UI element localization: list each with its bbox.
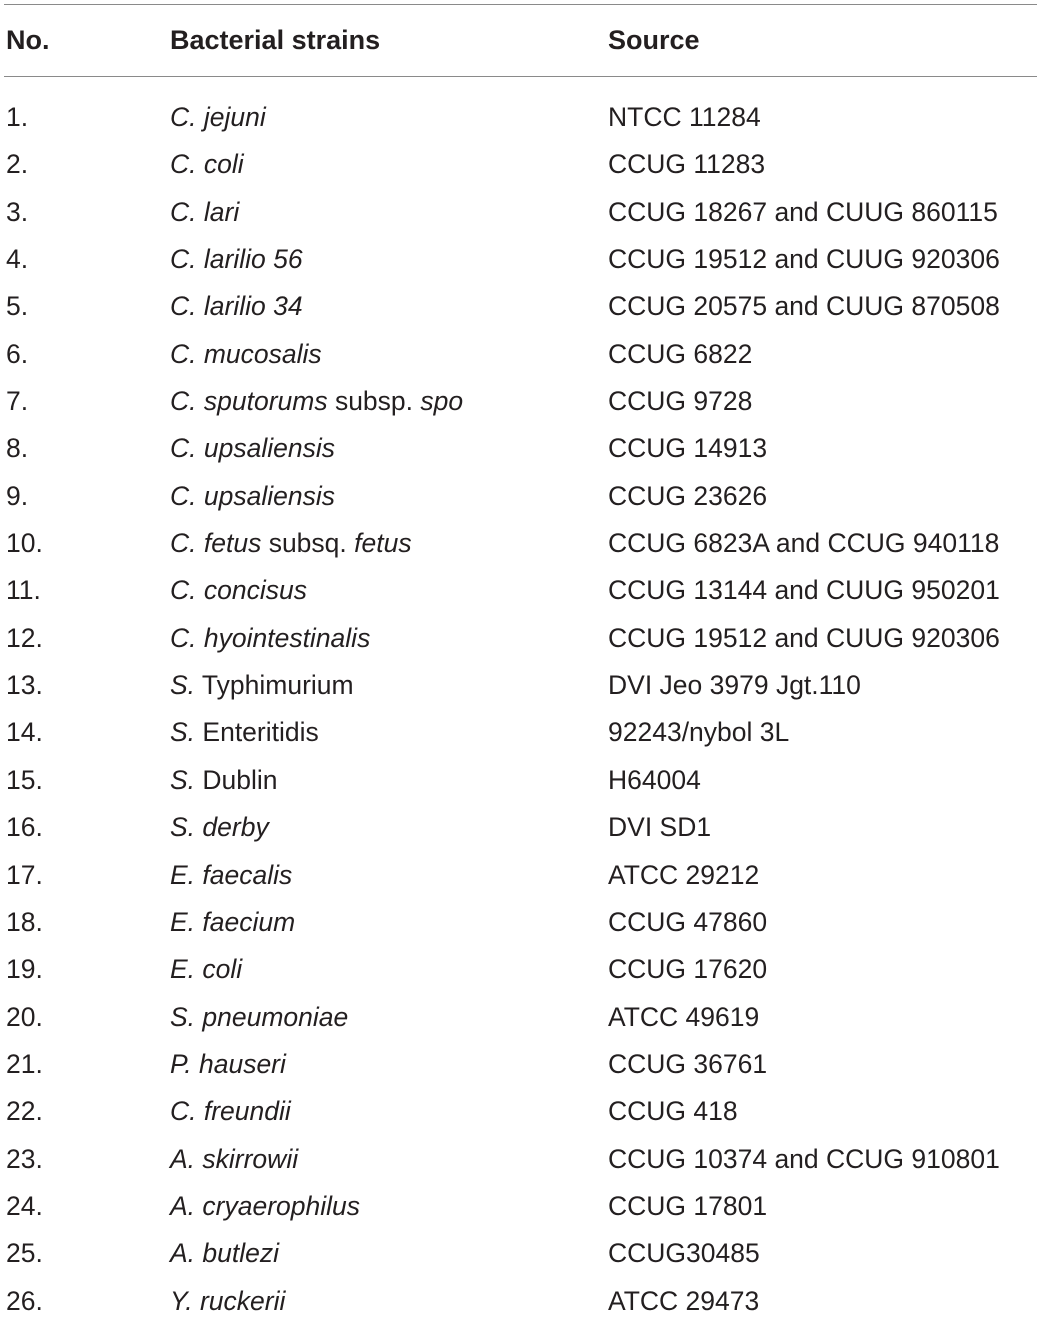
row-source: CCUG 6822 [608, 338, 753, 369]
row-number: 18. [6, 906, 43, 937]
row-source: DVI Jeo 3979 Jgt.110 [608, 670, 861, 701]
header-source: Source [608, 25, 700, 55]
row-number: 12. [6, 622, 43, 653]
strain-name-italic: C. larilio 56 [170, 244, 303, 275]
row-number: 11. [6, 575, 41, 606]
row-strain [170, 149, 244, 180]
row-number: 13. [6, 670, 43, 701]
row-strain [170, 1286, 285, 1317]
row-number: 5. [6, 291, 29, 322]
table-row [4, 988, 1037, 1035]
table-body [4, 77, 1037, 1319]
row-number: 9. [6, 480, 29, 511]
table-row [4, 561, 1037, 608]
table-row [4, 1035, 1037, 1082]
strain-name-italic: C. concisus [170, 575, 307, 606]
strain-name-italic: spo [420, 386, 464, 417]
table-row [4, 514, 1037, 561]
row-strain [170, 717, 319, 748]
row-source: ATCC 49619 [608, 1001, 760, 1032]
strain-name-italic: C. sputorums [170, 386, 328, 417]
row-strain [170, 954, 242, 985]
strain-name-italic: C. upsaliensis [170, 480, 335, 511]
strain-name-text: Enteritidis [195, 717, 319, 748]
strain-name-text: Dublin [195, 764, 278, 795]
row-strain [170, 1002, 348, 1033]
strain-name-italic: A. butlezi [170, 1238, 280, 1269]
table-row [4, 372, 1037, 419]
strain-name-italic: C. upsaliensis [170, 433, 335, 464]
table-row [4, 1130, 1037, 1177]
row-strain [170, 244, 303, 275]
row-source: DVI SD1 [608, 812, 712, 843]
row-strain [170, 907, 295, 938]
strain-name-italic: P. hauseri [170, 1048, 286, 1079]
row-number: 20. [6, 1001, 43, 1032]
strain-name-italic: A. skirrowii [170, 1143, 299, 1174]
strain-name-italic: A. cryaerophilus [170, 1190, 361, 1221]
row-number: 1. [6, 102, 29, 132]
row-number: 22. [6, 1096, 43, 1127]
row-source: CCUG 10374 and CCUG 910801 [608, 1143, 1000, 1174]
row-strain [170, 812, 269, 843]
strain-name-italic: S. pneumoniae [170, 1001, 349, 1032]
table-row [4, 325, 1037, 372]
header-no: No. [6, 25, 50, 55]
row-source: CCUG 17620 [608, 954, 768, 985]
row-strain [170, 528, 412, 559]
table-row [4, 609, 1037, 656]
strain-name-italic: E. faecalis [170, 859, 293, 890]
strain-name-italic: C. mucosalis [170, 338, 322, 369]
header-bacterial-strains: Bacterial strains [170, 25, 381, 55]
table-row [4, 893, 1037, 940]
table-row [4, 419, 1037, 466]
strain-name-italic: E. faecium [170, 906, 296, 937]
row-source: NTCC 11284 [608, 102, 761, 132]
table-row [4, 703, 1037, 750]
row-strain [170, 102, 266, 133]
row-number: 16. [6, 812, 43, 843]
row-strain [170, 1049, 286, 1080]
row-number: 21. [6, 1048, 43, 1079]
table-row [4, 88, 1037, 135]
strain-name-italic: C. fetus [170, 528, 262, 559]
row-source: 92243/nybol 3L [608, 717, 790, 748]
strain-name-italic: C. jejuni [170, 102, 266, 132]
row-source: CCUG 9728 [608, 386, 753, 417]
row-number: 6. [6, 338, 29, 369]
table-row [4, 751, 1037, 798]
row-source: CCUG 47860 [608, 906, 768, 937]
row-number: 23. [6, 1143, 43, 1174]
row-number: 4. [6, 244, 29, 275]
strain-name-italic: fetus [354, 528, 412, 559]
table-row [4, 940, 1037, 987]
row-source: H64004 [608, 764, 701, 795]
bacterial-strains-table [4, 4, 1037, 1319]
row-number: 2. [6, 149, 29, 180]
table-row [4, 656, 1037, 703]
row-strain [170, 339, 322, 370]
row-source: CCUG 36761 [608, 1048, 768, 1079]
row-source: CCUG 20575 and CUUG 870508 [608, 291, 1000, 322]
row-strain [170, 197, 239, 228]
table-row [4, 846, 1037, 893]
row-strain [170, 1096, 291, 1127]
row-source: CCUG 19512 and CUUG 920306 [608, 622, 1000, 653]
strain-name-italic: C. lari [170, 196, 240, 227]
row-source: CCUG30485 [608, 1238, 760, 1269]
row-source: CCUG 17801 [608, 1190, 768, 1221]
table-row [4, 467, 1037, 514]
strain-name-italic: C. hyointestinalis [170, 622, 371, 653]
row-source: CCUG 6823A and CCUG 940118 [608, 528, 1000, 559]
row-source: CCUG 13144 and CUUG 950201 [608, 575, 1000, 606]
row-strain [170, 1144, 298, 1175]
table-row [4, 230, 1037, 277]
row-strain [170, 860, 292, 891]
table-row [4, 1272, 1037, 1319]
row-source: CCUG 11283 [608, 149, 766, 180]
table-row [4, 183, 1037, 230]
row-number: 14. [6, 717, 43, 748]
row-strain [170, 291, 303, 322]
row-source: ATCC 29212 [608, 859, 760, 890]
row-source: CCUG 14913 [608, 433, 768, 464]
strain-name-text: Typhimurium [195, 670, 354, 701]
table-row [4, 277, 1037, 324]
table-row [4, 798, 1037, 845]
row-source: ATCC 29473 [608, 1285, 760, 1316]
table-row [4, 1224, 1037, 1271]
row-number: 24. [6, 1190, 43, 1221]
row-strain [170, 1238, 279, 1269]
strain-name-italic: E. coli [170, 954, 243, 985]
row-number: 8. [6, 433, 29, 464]
row-strain [170, 623, 370, 654]
row-source: CCUG 418 [608, 1096, 738, 1127]
strain-name-italic: S. [170, 764, 196, 795]
table-row [4, 1082, 1037, 1129]
row-number: 25. [6, 1238, 43, 1269]
strain-name-italic: C. freundii [170, 1096, 291, 1127]
strain-name-italic: C. coli [170, 149, 244, 180]
strain-name-italic: C. larilio 34 [170, 291, 303, 322]
table-row [4, 135, 1037, 182]
row-strain [170, 481, 335, 512]
strain-name-text: subsp. [327, 386, 421, 417]
row-strain [170, 575, 307, 606]
row-strain [170, 765, 278, 796]
strain-name-italic: S. derby [170, 812, 269, 843]
row-number: 26. [6, 1285, 43, 1316]
row-source: CCUG 18267 and CUUG 860115 [608, 196, 998, 227]
row-source: CCUG 23626 [608, 480, 768, 511]
row-strain [170, 670, 354, 701]
row-number: 15. [6, 764, 43, 795]
table-row [4, 1177, 1037, 1224]
strain-name-italic: S. [170, 717, 196, 748]
strain-name-text: subsq. [261, 528, 355, 559]
row-strain [170, 1191, 360, 1222]
strain-name-italic: S. [170, 670, 196, 701]
table-header-row [4, 5, 1037, 77]
row-number: 19. [6, 954, 43, 985]
row-number: 7. [6, 386, 29, 417]
row-source: CCUG 19512 and CUUG 920306 [608, 244, 1000, 275]
strain-name-italic: Y. ruckerii [170, 1285, 286, 1316]
row-strain [170, 433, 335, 464]
row-number: 17. [6, 859, 43, 890]
row-number: 3. [6, 196, 29, 227]
row-strain [170, 386, 463, 417]
row-number: 10. [6, 528, 43, 559]
